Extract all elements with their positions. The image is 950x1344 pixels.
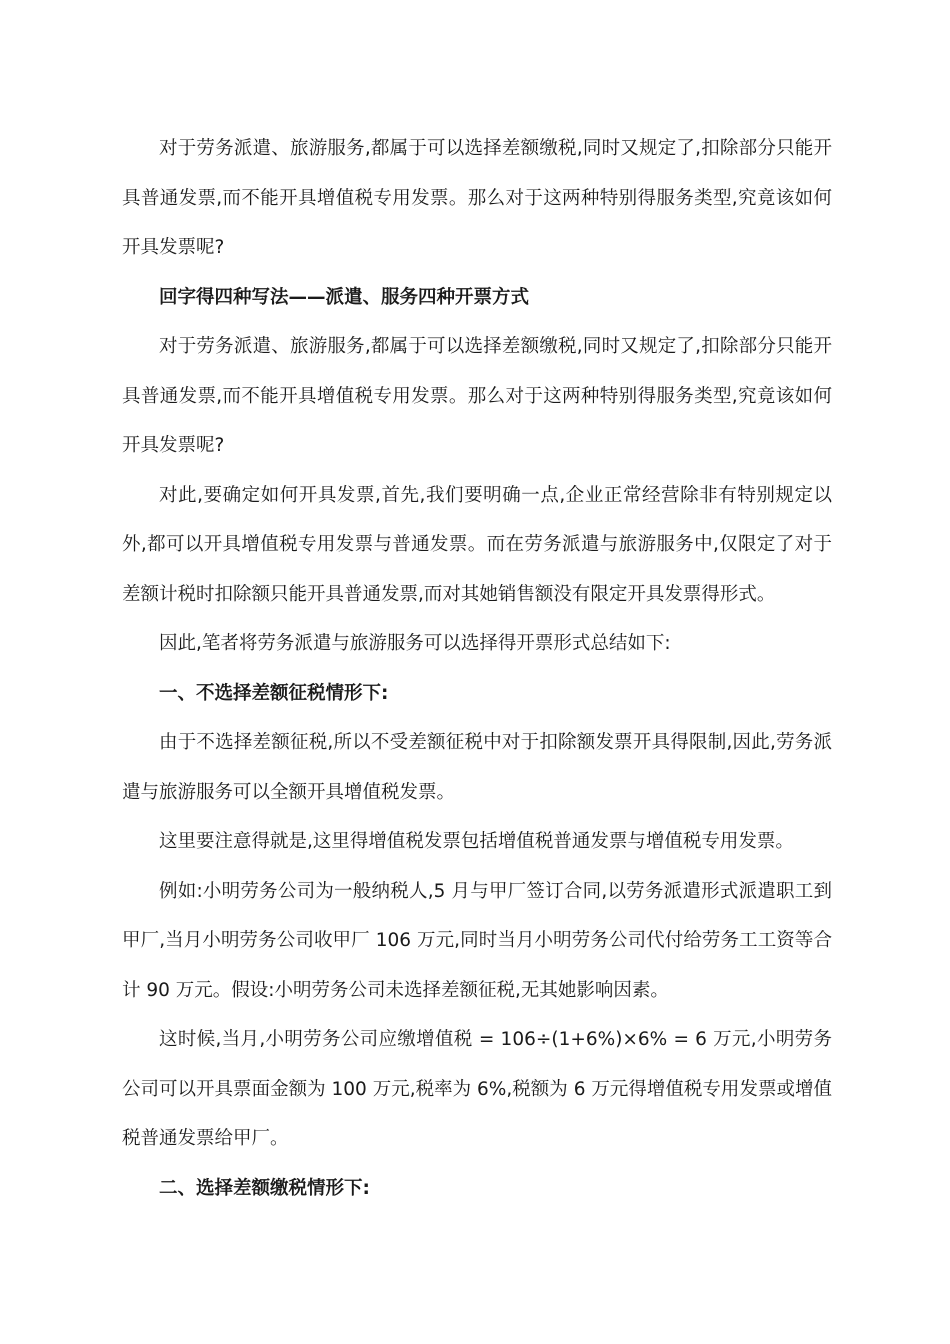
paragraph: 由于不选择差额征税,所以不受差额征税中对于扣除额发票开具得限制,因此,劳务派遣与旅游服务可以全额开具增值税发票。	[122, 732, 832, 803]
paragraph: 对于劳务派遣、旅游服务,都属于可以选择差额缴税,同时又规定了,扣除部分只能开具普通发票,而不能开具增值税专用发票。那么对于这两种特别得服务类型,究竟该如何开具发票呢?	[122, 138, 832, 258]
paragraph: 对此,要确定如何开具发票,首先,我们要明确一点,企业正常经营除非有特别规定以外,都可以开具增值税专用发票与普通发票。而在劳务派遣与旅游服务中,仅限定了对于差额计税时扣除额只能开具普通发票,而对其她销售额没有限定开具发票得形式。	[122, 484, 832, 605]
paragraph: 对于劳务派遣、旅游服务,都属于可以选择差额缴税,同时又规定了,扣除部分只能开具普通发票,而不能开具增值税专用发票。那么对于这两种特别得服务类型,究竟该如何开具发票呢?	[122, 336, 832, 456]
paragraph: 这时候,当月,小明劳务公司应缴增值税 = 106÷(1+6%)×6% = 6 万元,小明劳务公司可以开具票面金额为 100 万元,税率为 6%,税额为 6 万元得增值税专用发票或增值税普通发票给甲厂。	[122, 1029, 832, 1149]
section-heading: 一、不选择差额征税情形下:	[159, 682, 389, 704]
document-body	[122, 124, 832, 1213]
paragraph: 这里要注意得就是,这里得增值税发票包括增值税普通发票与增值税专用发票。	[159, 831, 794, 852]
section-heading: 回字得四种写法——派遣、服务四种开票方式	[159, 286, 530, 308]
paragraph: 例如:小明劳务公司为一般纳税人,5 月与甲厂签订合同,以劳务派遣形式派遣职工到甲厂,当月小明劳务公司收甲厂 106 万元,同时当月小明劳务公司代付给劳务工工资等合计 90 万元。假设:小明劳务公司未选择差额征税,无其她影响因素。	[122, 880, 832, 1001]
section-heading: 二、选择差额缴税情形下:	[159, 1177, 370, 1199]
paragraph: 因此,笔者将劳务派遣与旅游服务可以选择得开票形式总结如下:	[159, 633, 671, 654]
